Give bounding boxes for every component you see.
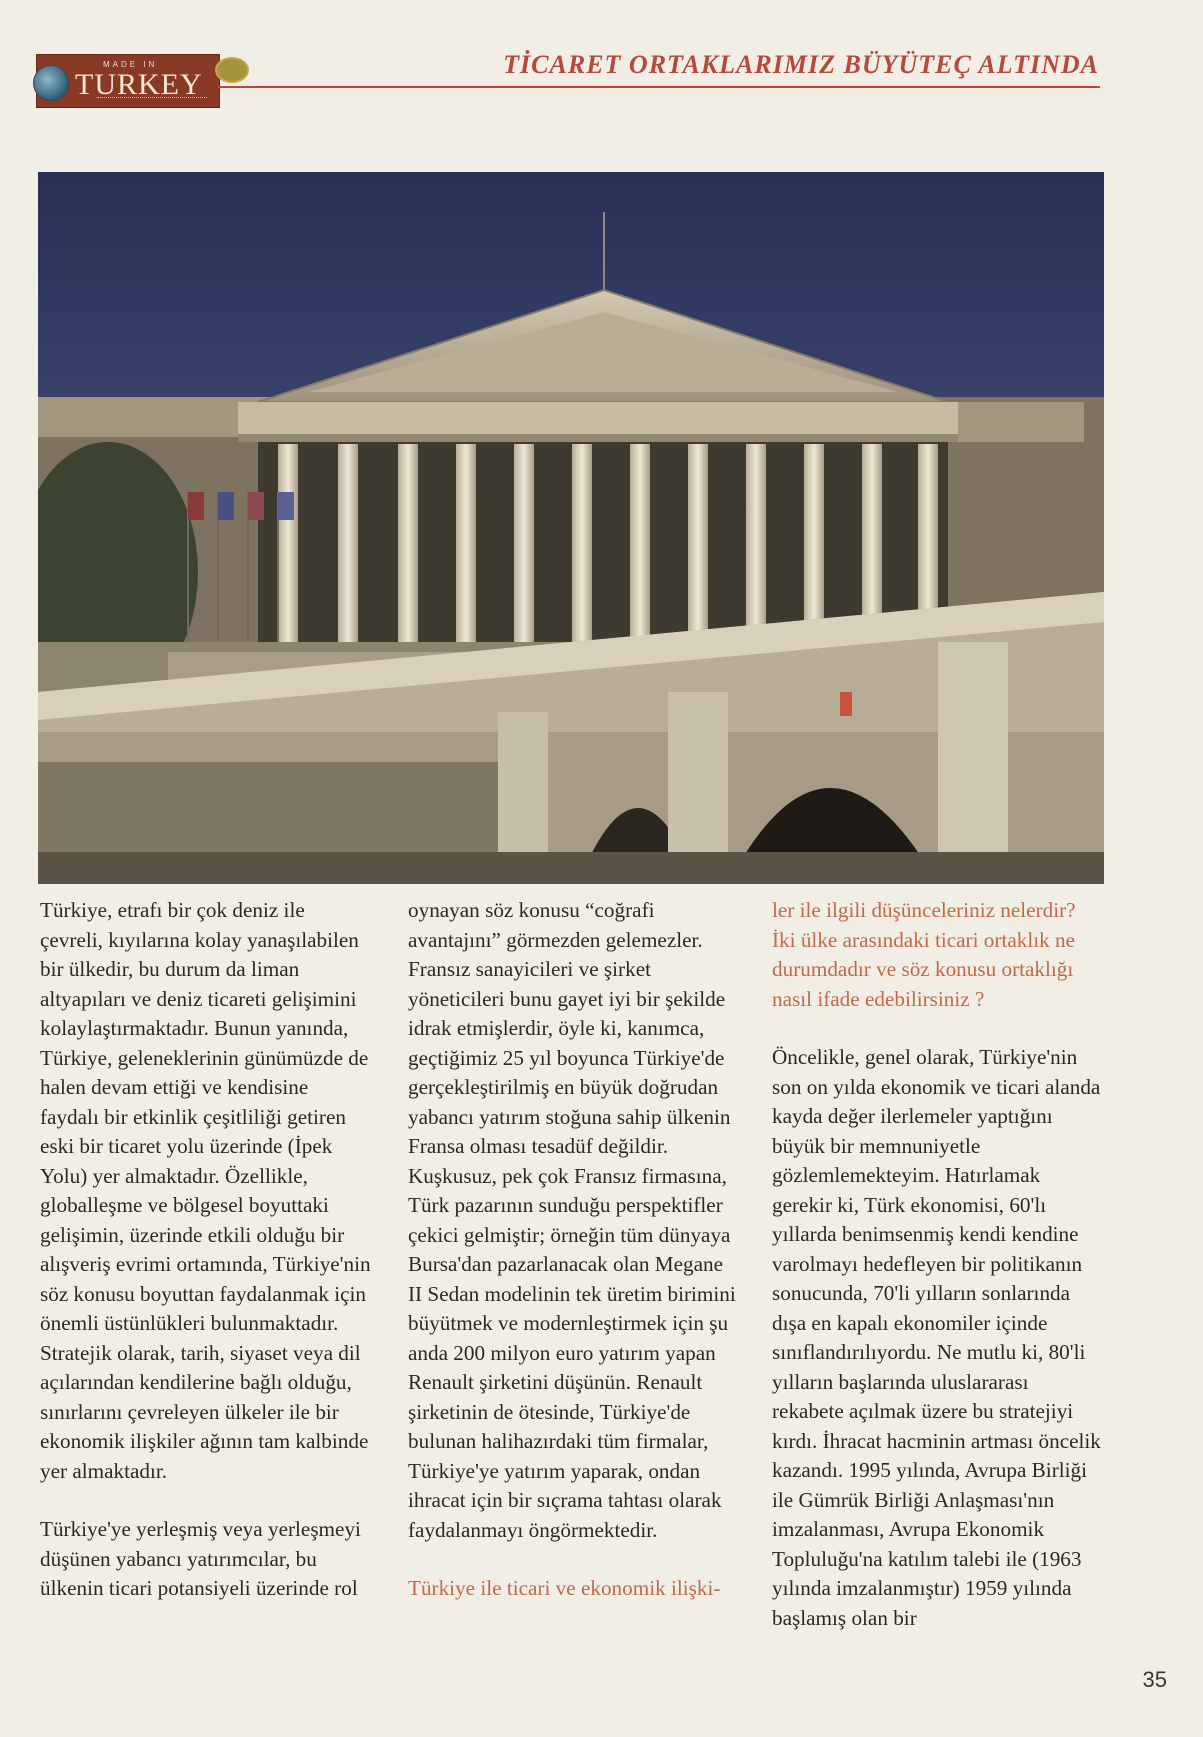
header-rule [218, 86, 1100, 88]
text-column-1 [40, 896, 372, 1604]
made-in-turkey-logo [36, 54, 220, 108]
paragraph: Türkiye'ye yerleşmiş veya yerleşmeyi düşünen yabancı yatırımcılar, bu ülkenin ticari potansiyeli üzerinde rol [40, 1517, 361, 1600]
text-column-2 [408, 896, 738, 1604]
paragraph: oynayan söz konusu “coğrafi avantajını” görmezden gelemezler. Fransız sanayicileri ve şirket yöneticileri bunu gayet iyi bir şekilde idrak etmişlerdir, öyle ki, kanımca, geçtiğimiz 25 yıl boyunca Türkiye'de gerçekleştirilmiş en büyük doğrudan yabancı yatırım stoğuna sahip ülkenin Fransa olması tesadüf değildir. Kuşkusuz, pek çok Fransız firmasına, Türk pazarının sunduğu perspektifler çekici gelmiştir; örneğin tüm dünyaya Bursa'dan pazarlanacak olan Megane II Sedan modelinin tek üretim birimini büyütmek ve modernleştirmek için şu anda 200 milyon euro yatırım yapan Renault şirketini düşünün. Renault şirketinin de ötesinde, Türkiye'de bulunan halihazırdaki tüm firmalar, Türkiye'ye yatırım yaparak, ondan ihracat için bir sıçrama tahtası olarak faydalanmayı öngörmektedir. [408, 898, 736, 1542]
section-title: TİCARET ORTAKLARIMIZ BÜYÜTEÇ ALTINDA [503, 50, 1099, 79]
building-photo [38, 172, 1104, 884]
paragraph: Türkiye, etrafı bir çok deniz ile çevreli, kıyılarına kolay yanaşılabilen bir ülkedir, bu durum da liman altyapıları ve deniz ticareti gelişimini kolaylaştırmaktadır. Bunun yanında, Türkiye, geleneklerinin günümüzde de halen devam ettiği ve kendisine faydalı bir etkinlik çeşitliliği getiren eski bir ticaret yolu üzerinde (İpek Yolu) yer almaktadır. Özellikle, globalleşme ve bölgesel boyuttaki gelişimin, üzerinde etkili olduğu bir alışveriş evrimi ortamında, Türkiye'nin söz konusu boyuttan faydalanmak için önemli üstünlükleri bulunmaktadır. Stratejik olarak, tarih, siyaset veya dil açılarından kendilerine bağlı olduğu, sınırlarını çevreleyen ülkeler ile bir ekonomik ilişkiler ağının tam kalbinde yer almaktadır. [40, 898, 371, 1483]
building-illustration [38, 172, 1104, 884]
text-column-3 [772, 896, 1104, 1633]
logo-made-in: MADE IN [103, 60, 158, 69]
page-number: 35 [1142, 1667, 1167, 1692]
globe-icon [33, 65, 69, 101]
logo-word: TURKEY [75, 68, 203, 101]
interview-question: Türkiye ile ticari ve ekonomik ilişki- [408, 1576, 721, 1600]
logo-tagline [97, 97, 207, 101]
logo-badge-icon [215, 57, 249, 83]
interview-question: ler ile ilgili düşünceleriniz nelerdir? İki ülke arasındaki ticari ortaklık ne durumdadır ve söz konusu ortaklığı nasıl ifade edebilirsiniz ? [772, 898, 1076, 1011]
paragraph: Öncelikle, genel olarak, Türkiye'nin son on yılda ekonomik ve ticari alanda kayda değer ilerlemeler yaptığını büyük bir memnuniyetle gözlemlemekteyim. Hatırlamak gerekir ki, Türk ekonomisi, 60'lı yıllarda benimsenmiş kendi kendine varolmayı hedefleyen bir politikanın sonucunda, 70'li yılların sonlarında dışa en kapalı ekonomiler içinde sınıflandırılıyordu. Ne mutlu ki, 80'li yılların başlarında uluslararası rekabete açılmak üzere bu stratejiyi kırdı. İhracat hacminin artması öncelik kazandı. 1995 yılında, Avrupa Birliği ile Gümrük Birliği Anlaşması'nın imzalanması, Avrupa Ekonomik Topluluğu'na katılım talebi ile (1963 yılında imzalanmıştır) 1959 yılında başlamış olan bir [772, 1045, 1101, 1630]
